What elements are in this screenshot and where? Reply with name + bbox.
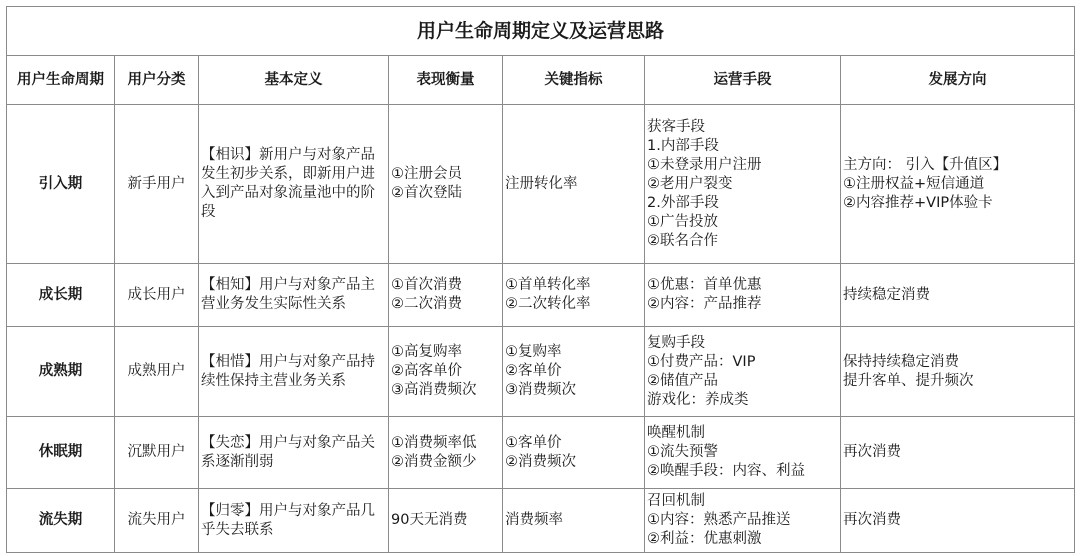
- table-row: [7, 327, 1075, 417]
- ops-cell: 召回机制 ①内容：熟悉产品推送 ②利益：优惠刺激: [645, 489, 841, 553]
- table-row: [7, 105, 1075, 264]
- header-metric: 关键指标: [503, 56, 645, 105]
- category-cell: 成熟用户: [115, 327, 199, 417]
- definition-cell: 【失恋】用户与对象产品关系逐渐削弱: [199, 417, 389, 489]
- definition-cell: 【归零】用户与对象产品几乎失去联系: [199, 489, 389, 553]
- stage-cell: 成熟期: [7, 327, 115, 417]
- stage-cell: 流失期: [7, 489, 115, 553]
- category-cell: 成长用户: [115, 264, 199, 327]
- ops-cell: 唤醒机制 ①流失预警 ②唤醒手段：内容、利益: [645, 417, 841, 489]
- direction-cell: 保持持续稳定消费 提升客单、提升频次: [841, 327, 1075, 417]
- direction-cell: 持续稳定消费: [841, 264, 1075, 327]
- definition-cell: 【相知】用户与对象产品主营业务发生实际性关系: [199, 264, 389, 327]
- measure-cell: ①消费频率低 ②消费金额少: [389, 417, 503, 489]
- direction-cell: 主方向： 引入【升值区】 ①注册权益+短信通道 ②内容推荐+VIP体验卡: [841, 105, 1075, 264]
- stage-cell: 引入期: [7, 105, 115, 264]
- measure-cell: ①高复购率 ②高客单价 ③高消费频次: [389, 327, 503, 417]
- metric-cell: ①复购率 ②客单价 ③消费频次: [503, 327, 645, 417]
- metric-cell: ①客单价 ②消费频次: [503, 417, 645, 489]
- header-lifecycle: 用户生命周期: [7, 56, 115, 105]
- direction-cell: 再次消费: [841, 417, 1075, 489]
- direction-cell: 再次消费: [841, 489, 1075, 553]
- table-title: 用户生命周期定义及运营思路: [7, 7, 1075, 56]
- metric-cell: 注册转化率: [503, 105, 645, 264]
- table-row: [7, 489, 1075, 553]
- category-cell: 新手用户: [115, 105, 199, 264]
- ops-cell: 复购手段 ①付费产品：VIP ②储值产品 游戏化：养成类: [645, 327, 841, 417]
- measure-cell: 90天无消费: [389, 489, 503, 553]
- header-direction: 发展方向: [841, 56, 1075, 105]
- ops-cell: ①优惠：首单优惠 ②内容：产品推荐: [645, 264, 841, 327]
- table-row: [7, 264, 1075, 327]
- lifecycle-table: [6, 6, 1075, 553]
- header-row: [7, 56, 1075, 105]
- header-definition: 基本定义: [199, 56, 389, 105]
- measure-cell: ①首次消费 ②二次消费: [389, 264, 503, 327]
- header-measure: 表现衡量: [389, 56, 503, 105]
- measure-cell: ①注册会员 ②首次登陆: [389, 105, 503, 264]
- table-row: [7, 417, 1075, 489]
- stage-cell: 休眠期: [7, 417, 115, 489]
- ops-cell: 获客手段 1.内部手段 ①未登录用户注册 ②老用户裂变 2.外部手段 ①广告投放 ②联名合作: [645, 105, 841, 264]
- metric-cell: ①首单转化率 ②二次转化率: [503, 264, 645, 327]
- stage-cell: 成长期: [7, 264, 115, 327]
- definition-cell: 【相惜】用户与对象产品持续性保持主营业务关系: [199, 327, 389, 417]
- definition-cell: 【相识】新用户与对象产品发生初步关系，即新用户进入到产品对象流量池中的阶段: [199, 105, 389, 264]
- header-category: 用户分类: [115, 56, 199, 105]
- category-cell: 流失用户: [115, 489, 199, 553]
- header-ops: 运营手段: [645, 56, 841, 105]
- metric-cell: 消费频率: [503, 489, 645, 553]
- category-cell: 沉默用户: [115, 417, 199, 489]
